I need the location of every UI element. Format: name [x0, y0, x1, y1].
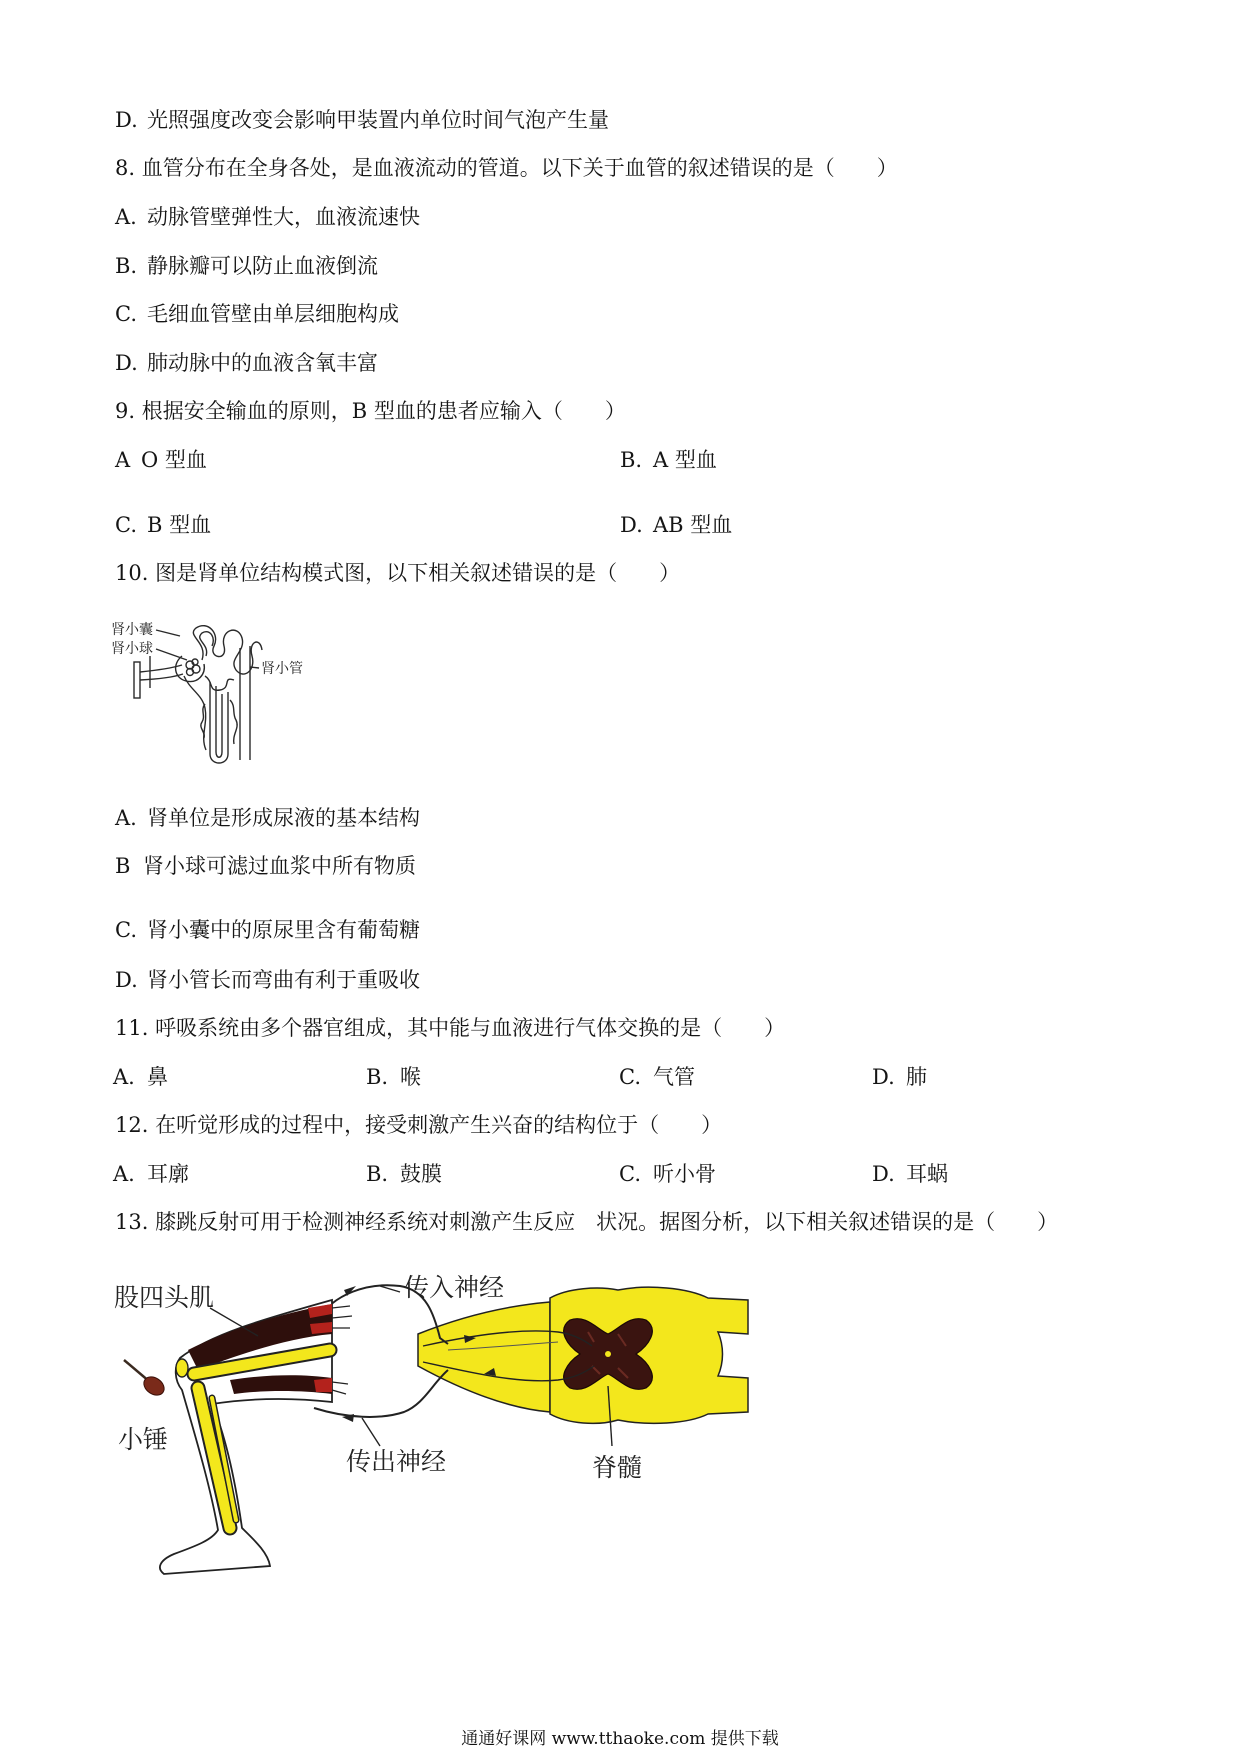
option-text: 毛细血管壁由单层细胞构成 [147, 302, 399, 326]
nephron-drawing [134, 626, 262, 763]
option-text: 肾小管长而弯曲有利于重吸收 [147, 968, 420, 992]
leg-group [160, 1300, 352, 1574]
option-label: C. [115, 918, 137, 942]
leader-line-efferent [362, 1418, 380, 1446]
hammer-group [124, 1360, 168, 1399]
option-label: C. [619, 1065, 641, 1089]
label-afferent-nerve: 传入神经 [404, 1273, 505, 1302]
option-label: A. [113, 1162, 135, 1186]
option-label: A. [115, 205, 137, 229]
knee-jerk-reflex-diagram [114, 1262, 750, 1592]
option-text: 肾小球可滤过血浆中所有物质 [143, 854, 416, 878]
option-text: 静脉瓣可以防止血液倒流 [147, 254, 378, 278]
loop-of-henle-outer [210, 682, 228, 763]
option-text: 光照强度改变会影响甲装置内单位时间气泡产生量 [147, 108, 609, 132]
leader-line-capsule [156, 630, 180, 636]
capillary [230, 700, 237, 744]
q9-stem: 9. 根据安全输血的原则，B 型血的患者应输入（ ） [115, 399, 626, 423]
q10-option-b [0, 853, 1240, 879]
option-label: A [115, 448, 131, 472]
q10-option-c [0, 917, 1240, 943]
option-text: A 型血 [653, 448, 717, 472]
label-efferent-nerve: 传出神经 [346, 1447, 447, 1476]
leader-line-afferent [380, 1286, 400, 1292]
option-label: B. [366, 1065, 389, 1089]
vessel-bar [134, 662, 140, 698]
option-label: B. [366, 1162, 389, 1186]
q9-options-row-1 [0, 447, 1240, 473]
option-text: 肺动脉中的血液含氧丰富 [147, 351, 378, 375]
option-text: B 型血 [147, 513, 212, 537]
q13-stem: 13. 膝跳反射可用于检测神经系统对刺激产生反应 状况。据图分析，以下相关叙述错误的是（ ） [115, 1210, 1059, 1234]
nerve-root-bundle [418, 1302, 550, 1412]
option-label: D. [872, 1065, 895, 1089]
option-text: 动脉管壁弹性大，血液流速快 [147, 205, 420, 229]
option-label: D. [115, 351, 138, 375]
option-label: A. [113, 1065, 135, 1089]
q10-stem: 10. 图是肾单位结构模式图，以下相关叙述错误的是（ ） [115, 561, 681, 585]
option-text: AB 型血 [653, 513, 733, 537]
loop-of-henle-inner [216, 686, 222, 757]
q12-options-row [0, 1161, 1240, 1187]
q10-option-a [0, 805, 1240, 831]
q8-stem: 8. 血管分布在全身各处，是血液流动的管道。以下关于血管的叙述错误的是（ ） [115, 156, 898, 180]
q11-options-row [0, 1064, 1240, 1090]
option-label: D. [115, 968, 138, 992]
q8-option-b [0, 253, 1240, 279]
option-text: 耳蜗 [906, 1162, 948, 1186]
q8-option-a [0, 204, 1240, 230]
hamstring-muscle-end [314, 1378, 332, 1392]
spinal-cord-group [418, 1287, 748, 1423]
option-text: O 型血 [141, 448, 207, 472]
label-hammer: 小锤 [118, 1425, 169, 1454]
efferent-nerve-arc [314, 1370, 448, 1417]
page-footer: 通通好课网 www.tthaoke.com 提供下载 [461, 1729, 779, 1749]
option-label: A. [115, 806, 137, 830]
option-label: D. [872, 1162, 895, 1186]
q9-options-row-2 [0, 512, 1240, 538]
option-text: 气管 [653, 1065, 695, 1089]
option-label: C. [115, 513, 137, 537]
option-label: B. [620, 448, 643, 472]
option-label: B [115, 854, 131, 878]
option-label: C. [619, 1162, 641, 1186]
q8-option-d [0, 350, 1240, 376]
central-canal [605, 1351, 611, 1357]
option-text: 喉 [400, 1065, 421, 1089]
option-text: 鼻 [147, 1065, 168, 1089]
option-text: 肾单位是形成尿液的基本结构 [147, 806, 420, 830]
label-spinal-cord: 脊髓 [592, 1453, 643, 1482]
option-text: 鼓膜 [400, 1162, 442, 1186]
option-text: 肺 [906, 1065, 927, 1089]
label-capsule: 肾小囊 [111, 622, 153, 638]
patella-bone [176, 1359, 188, 1377]
option-label: D. [620, 513, 643, 537]
label-glomerulus: 肾小球 [111, 641, 153, 657]
prev-question-option-d [0, 107, 1240, 133]
nephron-diagram [110, 620, 315, 772]
option-text: 耳廓 [147, 1162, 189, 1186]
q11-stem: 11. 呼吸系统由多个器官组成，其中能与血液进行气体交换的是（ ） [115, 1016, 786, 1040]
tubule-coil [200, 632, 214, 656]
option-label: B. [115, 254, 138, 278]
label-tubule: 肾小管 [261, 661, 303, 677]
q10-option-d [0, 967, 1240, 993]
label-quadriceps: 股四头肌 [114, 1283, 215, 1312]
leader-line-glomerulus [156, 649, 187, 660]
option-label: C. [115, 302, 137, 326]
option-label: D. [115, 108, 138, 132]
leader-line-tubule [250, 667, 259, 668]
option-text: 肾小囊中的原尿里含有葡萄糖 [147, 918, 420, 942]
option-text: 听小骨 [653, 1162, 716, 1186]
q12-stem: 12. 在听觉形成的过程中，接受刺激产生兴奋的结构位于（ ） [115, 1113, 723, 1137]
q8-option-c [0, 301, 1240, 327]
